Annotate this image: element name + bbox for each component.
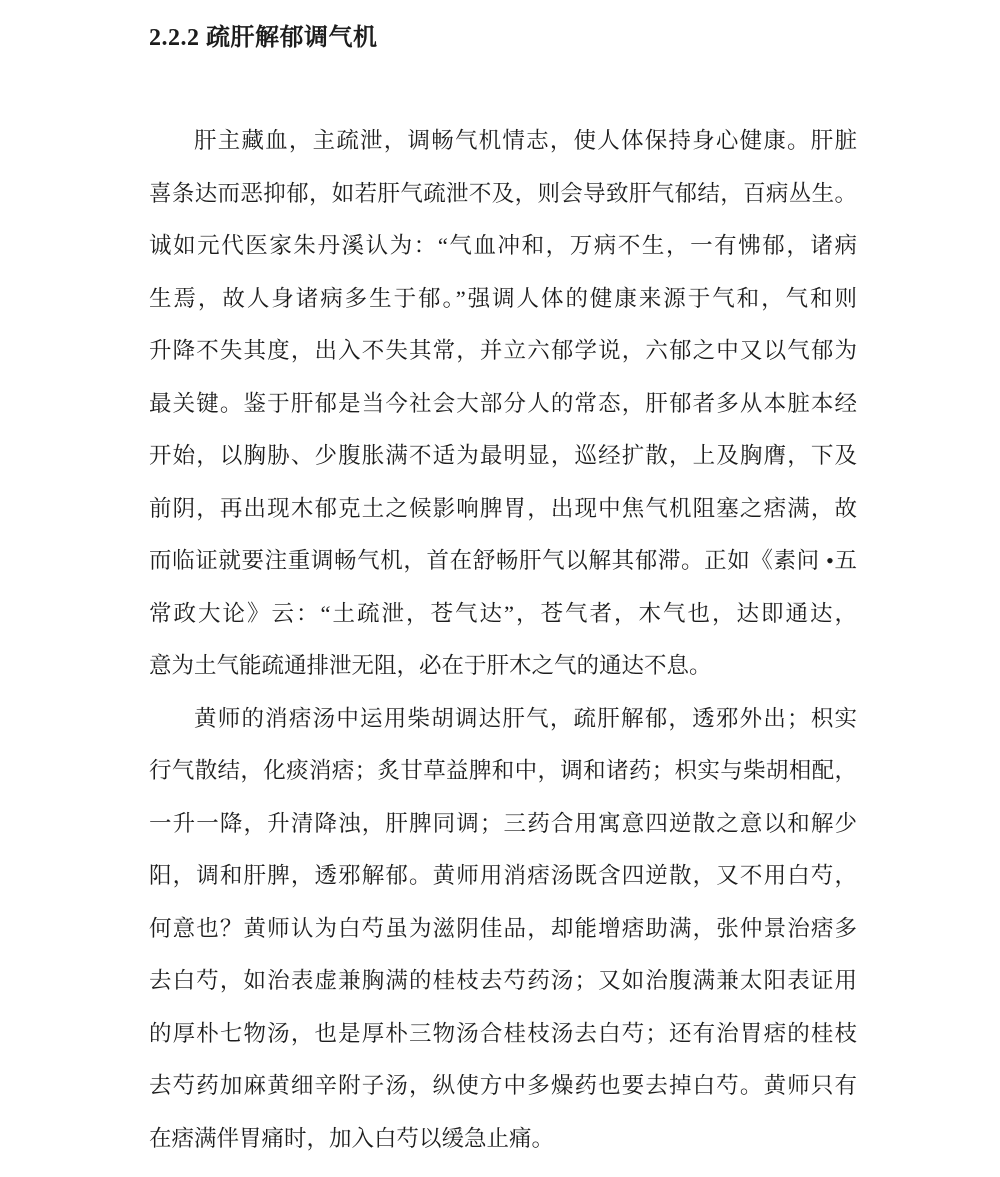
text-line: 在痞满伴胃痛时，加入白芍以缓急止痛。 xyxy=(149,1125,555,1151)
text-line: 阳，调和肝脾，透邪解郁。黄师用消痞汤既含四逆散，又不用白芍， xyxy=(149,863,857,888)
text-line: 黄师的消痞汤中运用柴胡调达肝气，疏肝解郁，透邪外出；枳实 xyxy=(194,705,857,731)
text-line: 最关键。鉴于肝郁是当今社会大部分人的常态，肝郁者多从本脏本经 xyxy=(149,390,857,416)
text-line: 何意也？黄师认为白芍虽为滋阴佳品，却能增痞助满，张仲景治痞多 xyxy=(149,915,857,941)
text-line: 升降不失其度，出入不失其常，并立六郁学说，六郁之中又以气郁为 xyxy=(149,338,857,363)
section-heading: 2.2.2 疏肝解郁调气机 xyxy=(149,25,378,51)
text-line: 前阴，再出现木郁克土之候影响脾胃，出现中焦气机阻塞之痞满，故 xyxy=(149,495,857,521)
text-line: 生焉，故人身诸病多生于郁。”强调人体的健康来源于气和，气和则 xyxy=(149,285,857,311)
paragraph-liver-qi xyxy=(149,115,857,693)
text-line: 诚如元代医家朱丹溪认为：“气血冲和，万病不生，一有怫郁，诸病 xyxy=(149,233,857,258)
text-line: 喜条达而恶抑郁，如若肝气疏泄不及，则会导致肝气郁结，百病丛生。 xyxy=(149,180,857,206)
text-line: 去白芍，如治表虚兼胸满的桂枝去芍药汤；又如治腹满兼太阳表证用 xyxy=(149,968,857,993)
text-line: 行气散结，化痰消痞；炙甘草益脾和中，调和诸药；枳实与柴胡相配， xyxy=(149,758,857,783)
text-line: 一升一降，升清降浊，肝脾同调；三药合用寓意四逆散之意以和解少 xyxy=(149,810,857,836)
text-line: 常政大论》云：“土疏泄，苍气达”，苍气者，木气也，达即通达， xyxy=(149,600,857,626)
paragraph-xiaopi-decoction xyxy=(149,693,857,1166)
document-body xyxy=(149,115,857,1165)
text-line: 去芍药加麻黄细辛附子汤，纵使方中多燥药也要去掉白芍。黄师只有 xyxy=(149,1073,857,1098)
text-line: 而临证就要注重调畅气机，首在舒畅肝气以解其郁滞。正如《素问 •五 xyxy=(149,548,857,573)
text-line: 肝主藏血，主疏泄，调畅气机情志，使人体保持身心健康。肝脏 xyxy=(194,128,857,153)
text-line: 开始，以胸胁、少腹胀满不适为最明显，巡经扩散，上及胸膺，下及 xyxy=(149,443,857,468)
text-line: 的厚朴七物汤，也是厚朴三物汤合桂枝汤去白芍；还有治胃痞的桂枝 xyxy=(149,1020,857,1046)
text-line: 意为土气能疏通排泄无阻，必在于肝木之气的通达不息。 xyxy=(149,653,712,678)
